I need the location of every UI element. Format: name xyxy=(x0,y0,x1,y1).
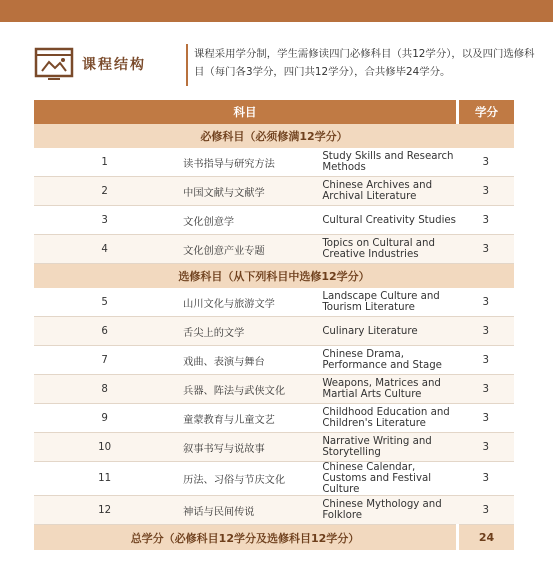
course-credits: 3 xyxy=(458,433,515,462)
course-number: 3 xyxy=(34,206,175,235)
total-label: 总学分（必修科目12学分及选修科目12学分） xyxy=(34,525,458,551)
course-credits: 3 xyxy=(458,206,515,235)
course-number: 5 xyxy=(34,288,175,317)
course-name-zh: 叙事书写与说故事 xyxy=(175,433,316,462)
table-row xyxy=(34,317,514,346)
course-credits: 3 xyxy=(458,177,515,206)
table-row xyxy=(34,346,514,375)
course-credits: 3 xyxy=(458,148,515,177)
course-name-zh: 历法、习俗与节庆文化 xyxy=(175,462,316,496)
course-credits: 3 xyxy=(458,404,515,433)
course-credits: 3 xyxy=(458,346,515,375)
table-row xyxy=(34,235,514,264)
section-title: 课程结构 xyxy=(82,57,146,73)
course-name-en: Culinary Literature xyxy=(316,317,457,346)
course-name-zh: 舌尖上的文学 xyxy=(175,317,316,346)
course-number: 9 xyxy=(34,404,175,433)
table-row xyxy=(34,206,514,235)
subject-column-header: 科目 xyxy=(34,100,458,124)
elective-section-label: 选修科目（从下列科目中选修12学分） xyxy=(34,264,514,289)
course-credits: 3 xyxy=(458,375,515,404)
course-name-zh: 文化创意产业专题 xyxy=(175,235,316,264)
course-name-en: Landscape Culture and Tourism Literature xyxy=(316,288,457,317)
course-name-zh: 山川文化与旅游文学 xyxy=(175,288,316,317)
table-row xyxy=(34,496,514,525)
course-name-en: Topics on Cultural and Creative Industries xyxy=(316,235,457,264)
required-section-label: 必修科目（必须修满12学分） xyxy=(34,124,514,148)
course-name-zh: 文化创意学 xyxy=(175,206,316,235)
course-name-en: Study Skills and Research Methods xyxy=(316,148,457,177)
table-header-row xyxy=(34,100,514,124)
table-row xyxy=(34,375,514,404)
course-credits: 3 xyxy=(458,462,515,496)
required-section-row xyxy=(34,124,514,148)
table-row xyxy=(34,462,514,496)
course-credits: 3 xyxy=(458,288,515,317)
course-number: 10 xyxy=(34,433,175,462)
course-name-en: Chinese Archives and Archival Literature xyxy=(316,177,457,206)
course-structure-header xyxy=(34,42,534,88)
course-name-zh: 童蒙教育与儿童文艺 xyxy=(175,404,316,433)
course-number: 2 xyxy=(34,177,175,206)
section-description: 课程采用学分制，学生需修读四门必修科目（共12学分），以及四门选修科目（每门各3学分，四门共12学分），合共修毕24学分。 xyxy=(194,48,535,78)
course-name-en: Narrative Writing and Storytelling xyxy=(316,433,457,462)
top-band xyxy=(0,0,553,22)
table-row xyxy=(34,177,514,206)
course-name-zh: 神话与民间传说 xyxy=(175,496,316,525)
course-credits: 3 xyxy=(458,317,515,346)
elective-section-row xyxy=(34,264,514,289)
course-name-zh: 戏曲、表演与舞台 xyxy=(175,346,316,375)
course-name-en: Chinese Calendar, Customs and Festival Culture xyxy=(316,462,457,496)
table-row xyxy=(34,433,514,462)
total-credits: 24 xyxy=(458,525,515,551)
course-name-en: Weapons, Matrices and Martial Arts Culture xyxy=(316,375,457,404)
course-table xyxy=(34,100,514,550)
course-number: 8 xyxy=(34,375,175,404)
course-name-en: Chinese Drama, Performance and Stage xyxy=(316,346,457,375)
course-number: 1 xyxy=(34,148,175,177)
table-row xyxy=(34,288,514,317)
course-number: 12 xyxy=(34,496,175,525)
course-name-en: Cultural Creativity Studies xyxy=(316,206,457,235)
course-name-en: Chinese Mythology and Folklore xyxy=(316,496,457,525)
course-number: 6 xyxy=(34,317,175,346)
monitor-landscape-icon xyxy=(34,46,74,82)
credits-column-header: 学分 xyxy=(458,100,515,124)
table-row xyxy=(34,404,514,433)
course-name-zh: 中国文献与文献学 xyxy=(175,177,316,206)
course-name-zh: 读书指导与研究方法 xyxy=(175,148,316,177)
header-divider xyxy=(186,44,188,86)
course-credits: 3 xyxy=(458,496,515,525)
course-credits: 3 xyxy=(458,235,515,264)
course-name-en: Childhood Education and Children's Literature xyxy=(316,404,457,433)
course-number: 7 xyxy=(34,346,175,375)
course-number: 4 xyxy=(34,235,175,264)
total-row xyxy=(34,525,514,551)
course-number: 11 xyxy=(34,462,175,496)
course-name-zh: 兵器、阵法与武侠文化 xyxy=(175,375,316,404)
table-row xyxy=(34,148,514,177)
